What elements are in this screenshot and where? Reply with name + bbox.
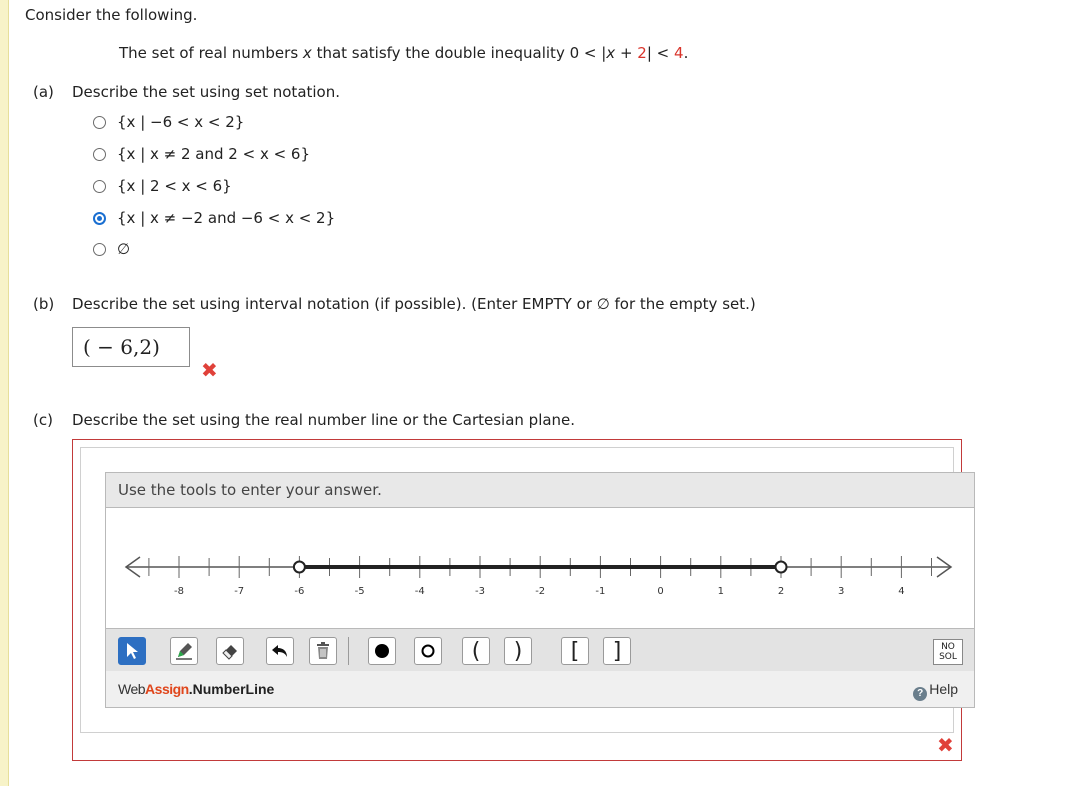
option-label-2[interactable]: {x | x ≠ 2 and 2 < x < 6} (117, 145, 311, 163)
tick-label: -3 (475, 586, 485, 597)
tick-label: -6 (294, 586, 305, 597)
incorrect-x-icon: ✖ (937, 733, 954, 757)
number-line[interactable] (106, 509, 974, 627)
option-label-5[interactable]: ∅ (117, 240, 131, 258)
undo-tool-icon[interactable] (266, 637, 294, 665)
open-left-paren-tool[interactable]: ( (462, 637, 490, 665)
help-icon: ? (913, 687, 927, 701)
toolbar-separator (348, 637, 349, 665)
option-radio-1[interactable] (93, 116, 106, 129)
option-radio-5[interactable] (93, 243, 106, 256)
pointer-tool-icon[interactable] (118, 637, 146, 665)
pencil-tool-icon[interactable] (170, 637, 198, 665)
tick-label: -2 (535, 586, 546, 597)
tick-label: -8 (174, 586, 184, 597)
option-label-1[interactable]: {x | −6 < x < 2} (117, 113, 245, 131)
tick-label: -1 (595, 586, 606, 597)
open-endpoint-right (776, 562, 787, 573)
closed-dot-tool-icon[interactable] (368, 637, 396, 665)
open-right-paren-tool[interactable]: ) (504, 637, 532, 665)
tick-label: 2 (777, 586, 785, 597)
tick-label: 3 (838, 586, 845, 597)
tool-footer (106, 671, 974, 707)
part-c-label: (c) (33, 411, 53, 429)
option-radio-4-selected[interactable] (93, 212, 106, 225)
numberline-tool (105, 472, 975, 708)
trash-tool-icon[interactable] (309, 637, 337, 665)
tick-label: -5 (354, 586, 365, 597)
left-bracket-tool[interactable]: [ (561, 637, 589, 665)
part-a-question: Describe the set using set notation. (72, 83, 341, 101)
option-radio-3[interactable] (93, 180, 106, 193)
tick-label: 4 (898, 586, 905, 597)
tool-instructions: Use the tools to enter your answer. (106, 473, 974, 508)
option-label-3[interactable]: {x | 2 < x < 6} (117, 177, 232, 195)
part-b-label: (b) (33, 295, 55, 313)
tick-label: -4 (414, 586, 425, 597)
help-link[interactable]: ? Help (913, 681, 958, 701)
no-solution-button[interactable]: NO SOL (933, 639, 963, 665)
eraser-tool-icon[interactable] (216, 637, 244, 665)
incorrect-x-icon: ✖ (201, 358, 218, 382)
part-a-label: (a) (33, 83, 54, 101)
tick-label: 1 (717, 586, 724, 597)
problem-prompt: The set of real numbers x that satisfy the double inequality 0 < |x + 2| < 4. (119, 44, 689, 62)
right-bracket-tool[interactable]: ] (603, 637, 631, 665)
interval-answer-field[interactable]: ( − 6,2) (72, 327, 190, 367)
intro-text: Consider the following. (25, 6, 198, 24)
tick-label: -7 (234, 586, 245, 597)
option-label-4[interactable]: {x | x ≠ −2 and −6 < x < 2} (117, 209, 336, 227)
webassign-logo: WebAssign.NumberLine (118, 681, 275, 697)
option-radio-2[interactable] (93, 148, 106, 161)
toolbar (106, 628, 974, 672)
open-dot-tool-icon[interactable] (414, 637, 442, 665)
part-c-question: Describe the set using the real number line or the Cartesian plane. (72, 411, 576, 429)
left-margin-bar (0, 0, 9, 786)
open-endpoint-left (294, 562, 305, 573)
part-b-question: Describe the set using interval notation (if possible). (Enter EMPTY or ∅ for the empty set.) (72, 295, 756, 313)
tick-label: 0 (657, 586, 664, 597)
